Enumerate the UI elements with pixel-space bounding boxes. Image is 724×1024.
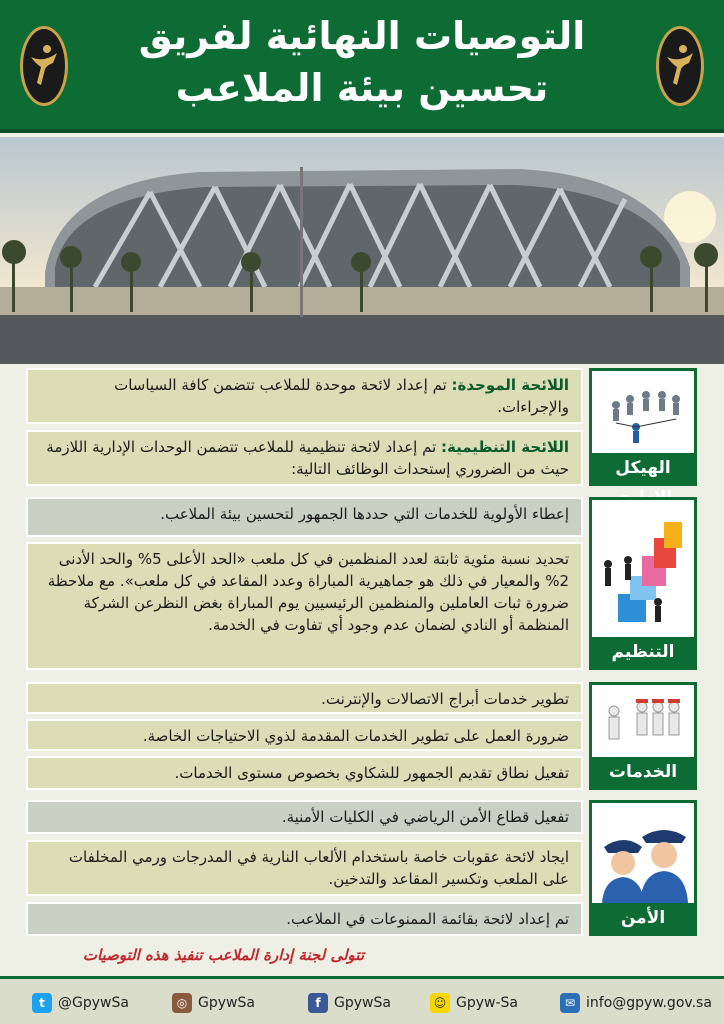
org-chart-icon [596, 375, 692, 453]
list-item [26, 756, 583, 790]
facebook-icon: f [308, 993, 328, 1013]
list-item [26, 682, 583, 714]
gpyw-logo [656, 26, 704, 106]
twitter-icon: t [32, 993, 52, 1013]
title-line-2: تحسين بيئة الملاعب [175, 66, 549, 110]
list-item [26, 542, 583, 670]
item-text: ضرورة العمل على تطوير الخدمات المقدمة لذوي الاحتياجات الخاصة. [142, 727, 569, 745]
twitter-handle: @GpywSa [58, 995, 129, 1011]
item-text: إعطاء الأولوية للخدمات التي حددها الجمهور لتحسين بيئة الملاعب. [160, 505, 569, 523]
snapchat-icon: ☺ [430, 993, 450, 1013]
snapchat-link[interactable] [430, 991, 518, 1015]
twitter-link[interactable] [32, 991, 129, 1015]
item-heading: اللائحة التنظيمية: [441, 438, 569, 456]
workers-icon [596, 689, 692, 757]
section-label: الخدمات [592, 757, 694, 787]
item-text: تحديد نسبة مئوية ثابتة لعدد المنظمين في كل ملعب «الحد الأعلى 5% والحد الأدنى 2% والمعيار في ذلك هو جماهيرية المباراة وعدد المقاعد في كل ملعب». مع ملاحظة ضرورة ثبات العاملين والمنظمين الرئيسيين يوم المباراة بغض النظرعن الشركة المنظمة أو النادي لضمان عدم وجود أي تفاوت في الخدمة. [47, 550, 569, 634]
section-label: الهيكل [592, 453, 694, 483]
item-text: تم إعداد لائحة موحدة للملاعب تتضمن كافة السياسات والإجراءات. [114, 376, 569, 416]
email-link[interactable] [560, 991, 712, 1015]
item-text: تفعيل قطاع الأمن الرياضي في الكليات الأمنية. [281, 808, 569, 826]
list-item [26, 800, 583, 834]
stadium-photo [0, 137, 724, 364]
list-item [26, 368, 583, 424]
instagram-handle: GpywSa [198, 995, 255, 1011]
section-label: الأمن [592, 903, 694, 933]
section-label: التنظيم [592, 637, 694, 667]
building-blocks-icon [596, 504, 692, 636]
logo-figure-icon [665, 43, 695, 87]
list-item [26, 719, 583, 751]
snapchat-handle: Gpyw-Sa [456, 995, 518, 1011]
item-text: ايجاد لائحة عقوبات خاصة باستخدام الألعاب النارية في المدرجات ورمي المخلفات على الملعب وتكسير المقاعد والتدخين. [68, 848, 569, 888]
instagram-icon: ◎ [172, 993, 192, 1013]
instagram-link[interactable] [172, 991, 255, 1015]
footer-social-bar [0, 976, 724, 1024]
section-organization-badge [589, 497, 697, 670]
section-services-badge [589, 682, 697, 790]
item-text: تم إعداد لائحة بقائمة الممنوعات في الملاعب. [286, 910, 569, 928]
section-security-badge [589, 800, 697, 936]
header-banner [0, 0, 724, 133]
item-text: تفعيل نطاق تقديم الجمهور للشكاوي بخصوص مستوى الخدمات. [174, 764, 569, 782]
list-item [26, 497, 583, 537]
email-address: info@gpyw.gov.sa [586, 995, 712, 1011]
item-heading: اللائحة الموحدة: [451, 376, 569, 394]
facebook-handle: GpywSa [334, 995, 391, 1011]
security-guards-icon [596, 807, 692, 905]
footnote: تتولى لجنة إدارة الملاعب تنفيذ هذه التوصيات [82, 946, 364, 964]
item-text: تطوير خدمات أبراج الاتصالات والإنترنت. [321, 690, 569, 708]
envelope-icon: ✉ [560, 993, 580, 1013]
title-line-1: التوصيات النهائية لفريق [138, 14, 586, 58]
section-admin-badge [589, 368, 697, 486]
item-text: تم إعداد لائحة تنظيمية للملاعب تتضمن الوحدات الإدارية اللازمة حيث من الضروري إستحداث الوظائف التالية: [46, 438, 569, 478]
list-item [26, 840, 583, 896]
facebook-link[interactable] [308, 991, 391, 1015]
logo-figure-icon [29, 43, 59, 87]
list-item [26, 430, 583, 486]
list-item [26, 902, 583, 936]
gpyw-logo [20, 26, 68, 106]
